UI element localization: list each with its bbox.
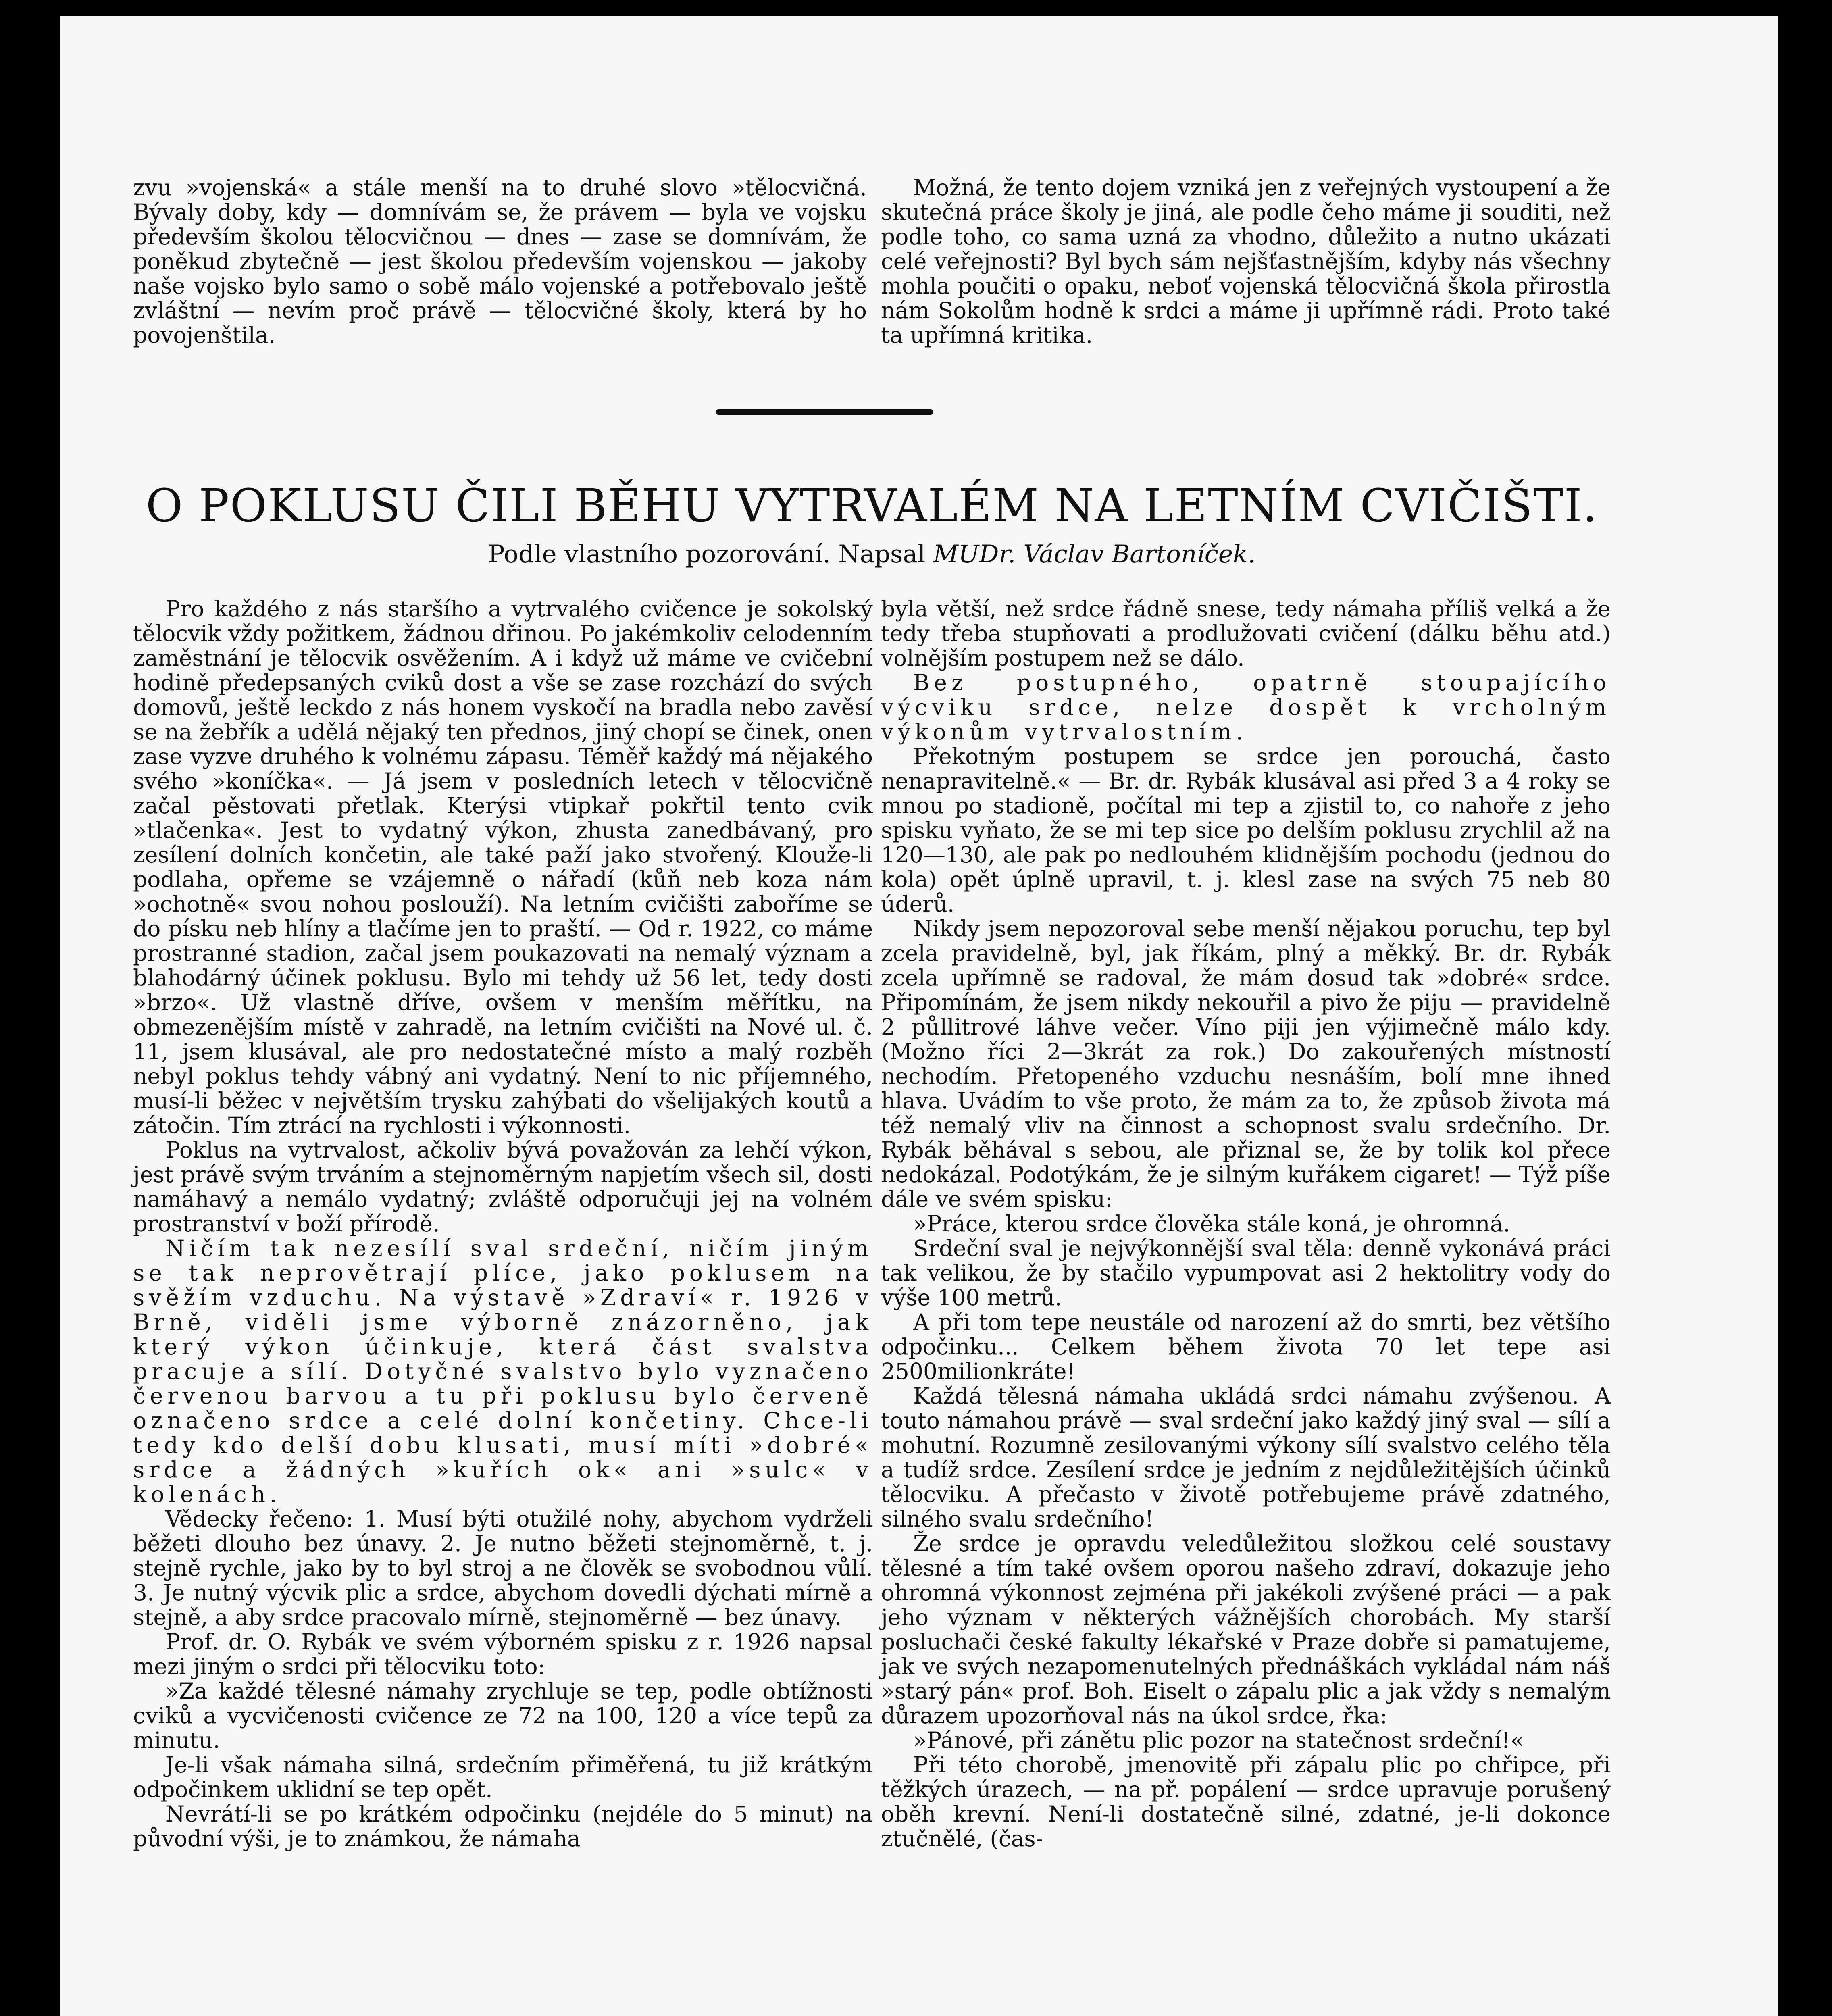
paragraph: Poklus na vytrvalost, ačkoliv bývá považován za lehčí výkon, jest právě svým trváním a stejnoměrným napjetím všech sil, dosti namáhavý a nemálo vydatný; zvláště odporučuji jej na volném prostranství v boží přírodě. (133, 1137, 873, 1237)
paragraph: Je-li však námaha silná, srdečním přiměřená, tu již krátkým odpočinkem uklidní se tep opět. (133, 1752, 873, 1802)
paragraph: Vědecky řečeno: 1. Musí býti otužilé nohy, abychom vydrželi běžeti dlouho bez únavy. 2. Je nutno běžeti stejnoměrně, t. j. stejně rychle, jako by to byl stroj a ne člověk se svobodnou vůlí. 3. Je nutný výcvik plic a srdce, abychom dovedli dýchati mírně a stejně, a aby srdce pracovalo mírně, stejnoměrně — bez únavy. (133, 1506, 873, 1630)
top-left-column (133, 175, 867, 348)
paragraph: Možná, že tento dojem vzniká jen z veřejných vystoupení a že skutečná práce školy je jiná, ale podle čeho máme ji souditi, než podle toho, co sama uzná za vhodno, důležito a nutno ukázati celé veřejnosti? Byl bych sám nejšťastnějším, kdyby nás všechny mohla poučiti o opaku, neboť vojenská tělocvičná škola přirostla nám Sokolům hodně k srdci a máme ji upřímně rádi. Proto také ta upřímná kritika. (881, 175, 1611, 348)
paragraph: Nevrátí-li se po krátkém odpočinku (nejdéle do 5 minut) na původní výši, je to známkou, že námaha (133, 1801, 873, 1851)
page (60, 16, 1778, 2016)
paragraph: Prof. dr. O. Rybák ve svém výborném spisku z r. 1926 napsal mezi jiným o srdci při tělocviku toto: (133, 1629, 873, 1679)
paragraph: »Pánové, při zánětu plic pozor na statečnost srdeční!« (913, 1727, 1524, 1753)
body-right-column (881, 597, 1611, 1851)
paragraph: Srdeční sval je nejvýkonnější sval těla: denně vykonává práci tak velikou, že by stačilo vypumpovat asi 2 hektolitry vody do výše 100 metrů. (881, 1235, 1611, 1310)
paragraph: Každá tělesná námaha ukládá srdci námahu zvýšenou. A touto námahou právě — sval srdeční jako každý jiný sval — sílí a mohutní. Rozumně zesilovanými výkony sílí svalstvo celého těla a tudíž srdce. Zesílení srdce je jedním z nejdůležitějších účinků tělocviku. A přečasto v životě potřebujeme právě zdatného, silného svalu srdečního! (881, 1383, 1611, 1532)
paragraph: byla větší, než srdce řádně snese, tedy námaha příliš velká a že tedy třeba stupňovati a prodlužovati cvičení (dálku běhu atd.) volnějším postupem než se dálo. (881, 596, 1611, 671)
paragraph: zvu »vojenská« a stále menší na to druhé slovo »tělocvičná. Bývaly doby, kdy — domnívám se, že právem — byla ve vojsku především školou tělocvičnou — dnes — zase se domnívám, že poněkud zbytečně — jest školou především vojenskou — jakoby naše vojsko bylo samo o sobě málo vojenské a potřebovalo ještě zvláštní — nevím proč právě — tělocvičné školy, která by ho povojenštila. (133, 175, 867, 348)
paragraph: Při této chorobě, jmenovitě při zápalu plic po chřipce, při těžkých úrazech, — na př. popálení — srdce upravuje porušený oběh krevní. Není-li dostatečně silné, zdatné, je-li dokonce ztučnělé, (čas- (881, 1752, 1611, 1851)
paragraph: Nikdy jsem nepozoroval sebe menší nějakou poruchu, tep byl zcela pravidelně, byl, jak říkám, plný a měkký. Br. dr. Rybák zcela upřímně se radoval, že mám dosud tak »dobré« srdce. Připomínám, že jsem nikdy nekouřil a pivo že piju — pravidelně 2 půllitrové láhve večer. Víno piji jen výjimečně málo kdy. (Možno říci 2—3krát za rok.) Do zakouřených místností nechodím. Přetopeného vzduchu nesnáším, bolí mne ihned hlava. Uvádím to vše proto, že mám za to, že způsob života má též nemalý vliv na činnost a schopnost svalu srdečního. Dr. Rybák běhával s sebou, ale přiznal se, že by tolik kol přece nedokázal. Podotýkám, že je silným kuřákem cigaret! — Týž píše dále ve svém spisku: (881, 916, 1611, 1212)
paragraph: Překotným postupem se srdce jen porouchá, často nenapravitelně.« — Br. dr. Rybák klusával asi před 3 a 4 roky se mnou po stadioně, počítal mi tep a zjistil to, co nahoře z jeho spisku vyňato, že se mi tep sice po delším poklusu zrychlil až na 120—130, ale pak po nedlouhém klidnějším pochodu (jednou do kola) opět úplně upravil, t. j. klesl zase na svých 75 neb 80 úderů. (881, 744, 1611, 917)
article-byline (133, 540, 1611, 569)
paragraph: A při tom tepe neustále od narození až do smrti, bez většího odpočinku... Celkem během života 70 let tepe asi 2500milionkráte! (881, 1309, 1611, 1384)
byline-prefix: Podle vlastního pozorování. Napsal (488, 540, 926, 569)
top-right-column (881, 175, 1611, 348)
paragraph: Že srdce je opravdu veledůležitou složkou celé soustavy tělesné a tím také ovšem oporou našeho zdraví, dokazuje jeho ohromná výkonnost zejména při jakékoli zvýšené práci — a pak jeho význam v některých vážnějších chorobách. My starší posluchači české fakulty lékařské v Praze dobře si pamatujeme, jak ve svých nezapomenutelných přednáškách vykládal nám náš »starý pán« prof. Boh. Eiselt o zápalu plic a jak vždy s nemalým důrazem upozorňoval nás na úkol srdce, řka: (881, 1531, 1611, 1729)
paragraph: Bez postupného, opatrně stoupajícího výcviku srdce, nelze dospět k vrcholným výkonům vytrvalostním. (881, 670, 1611, 745)
paragraph: »Za každé tělesné námahy zrychluje se tep, podle obtížnosti cviků a vycvičenosti cvičence ze 72 na 100, 120 a více tepů za minutu. (133, 1678, 873, 1753)
section-divider (716, 409, 933, 415)
article-title: O POKLUSU ČILI BĚHU VYTRVALÉM NA LETNÍM CVIČIŠTI. (146, 480, 1598, 532)
paragraph: Ničím tak nezesílí sval srdeční, ničím jiným se tak neprovětrají plíce, jako poklusem na svěžím vzduchu. Na výstavě »Zdraví« r. 1926 v Brně, viděli jsme výborně znázorněno, jak který výkon účinkuje, která část svalstva pracuje a sílí. Dotyčné svalstvo bylo vyznačeno červenou barvou a tu při poklusu bylo červeně označeno srdce a celé dolní končetiny. Chce-li tedy kdo delší dobu klusati, musí míti »dobré« srdce a žádných »kuřích ok« ani »sulc« v kolenách. (133, 1235, 873, 1507)
body-left-column (133, 597, 873, 1851)
paragraph: »Práce, kterou srdce člověka stále koná, je ohromná. (913, 1211, 1510, 1237)
paragraph: Pro každého z nás staršího a vytrvalého cvičence je sokolský tělocvik vždy požitkem, žádnou dřinou. Po jakémkoliv celodenním zaměstnání je tělocvik osvěžením. A i když už máme ve cvičební hodině předepsaných cviků dost a vše se zase rozchází do svých domovů, ještě leckdo z nás honem vyskočí na bradla nebo zavěsí se na žebřík a udělá nějaký ten přednos, jiný chopí se činek, onen zase vyzve druhého k volnému zápasu. Téměř každý má nějakého svého »koníčka«. — Já jsem v posledních letech v tělocvičně začal pěstovati přetlak. Kterýsi vtipkař pokřtil tento cvik »tlačenka«. Jest to vydatný výkon, zhusta zanedbávaný, pro zesílení dolních končetin, ale také paží jako stvořený. Klouže-li podlaha, opřeme se vzájemně o nářadí (kůň neb koza nám »ochotně« svou nohou poslouží). Na letním cvičišti zaboříme se do písku neb hlíny a tlačíme jen to praští. — Od r. 1922, co máme prostranné stadion, začal jsem poukazovati na nemalý význam a blahodárný účinek poklusu. Bylo mi tehdy už 56 let, tedy dosti »brzo«. Už vlastně dříve, ovšem v menším měřítku, na obmezenějším místě v zahradě, na letním cvičišti na Nové ul. č. 11, jsem klusával, ale pro nedostatečné místo a malý rozběh nebyl poklus tehdy vábný ani vydatný. Není to nic příjemného, musí-li běžec v největším trysku zahýbati do všelijakých koutů a zátočin. Tím ztrácí na rychlosti i výkonnosti. (133, 596, 873, 1138)
byline-author: MUDr. Václav Bartoníček. (933, 540, 1256, 569)
